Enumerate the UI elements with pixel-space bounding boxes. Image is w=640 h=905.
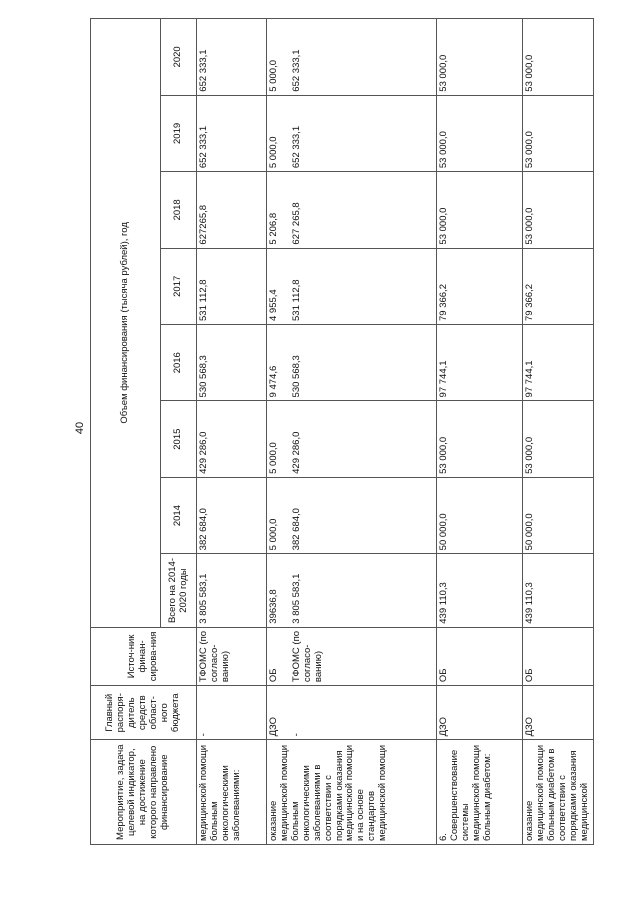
total-cell: 439 110,3 [437, 554, 523, 627]
activity-cell: оказание медицинской помощи больным онкологическими заболеваниями в соответствии с порядками оказания медицинской помощи и на основе стандартов медицинской помощи [267, 740, 437, 845]
header-year: 2016 [161, 325, 197, 401]
value-line: 9 474,6 [268, 365, 279, 398]
manager-line: ДЗО [268, 716, 279, 737]
manager-cell: - [197, 686, 267, 740]
total-cell: 439 110,3 [523, 554, 594, 627]
funding-table [90, 18, 594, 845]
header-year: 2019 [161, 95, 197, 171]
value-line: 652 333,1 [290, 125, 302, 169]
manager-line: - [290, 733, 302, 737]
header-year: 2020 [161, 19, 197, 96]
table-row [523, 19, 594, 845]
total-cell: 3 805 583,1 [197, 554, 267, 627]
year-value-cell: 53 000,0 [437, 19, 523, 96]
year-value-cell: 50 000,0 [523, 477, 594, 553]
value-line: 5 000,0 [268, 59, 279, 92]
year-value-cell: 530 568,3 [197, 325, 267, 401]
header-total: Всего на 2014-2020 годы [161, 554, 197, 627]
table-row [267, 19, 437, 845]
manager-cell: ДЗО [437, 686, 523, 740]
value-line: 5 000,0 [268, 136, 279, 169]
manager-cell [267, 686, 437, 740]
source-cell: ТФОМС (по согласо-ванию) [197, 627, 267, 685]
year-value-cell: 652 333,1 [197, 19, 267, 96]
activity-cell: 6. Совершенствование системы медицинской помощи больным диабетом: [437, 740, 523, 845]
value-line: 530 568,3 [290, 355, 302, 398]
year-value-cell [267, 325, 437, 401]
total-line: 39636,8 [268, 589, 279, 624]
year-value-cell [267, 172, 437, 248]
header-year: 2015 [161, 401, 197, 477]
header-funding-title: Объем финансирования (тысяча рублей), год [91, 19, 161, 628]
year-value-cell: 429 286,0 [197, 401, 267, 477]
source-cell: ОБ [523, 627, 594, 685]
year-value-cell: 53 000,0 [437, 172, 523, 248]
year-value-cell [267, 477, 437, 553]
table-row [197, 19, 267, 845]
value-line: 5 000,0 [268, 518, 279, 551]
header-year: 2018 [161, 172, 197, 248]
total-line: 3 805 583,1 [290, 573, 302, 624]
manager-cell: ДЗО [523, 686, 594, 740]
header-activity: Мероприятие, задача целевой индикатор, на достижение которого направлено финансирование [91, 740, 197, 845]
year-value-cell: 97 744,1 [437, 325, 523, 401]
header-manager: Главный распоря-дитель средств област-ного бюджета [91, 686, 197, 740]
year-value-cell: 79 366,2 [437, 248, 523, 324]
header-year: 2017 [161, 248, 197, 324]
year-value-cell: 627265,8 [197, 172, 267, 248]
rotated-page-content [90, 18, 590, 845]
value-line: 5 000,0 [268, 442, 279, 474]
source-line: ОБ [268, 668, 279, 683]
year-value-cell [267, 401, 437, 477]
year-value-cell [267, 248, 437, 324]
year-value-cell: 53 000,0 [523, 95, 594, 171]
source-cell [267, 627, 437, 685]
year-value-cell: 53 000,0 [437, 401, 523, 477]
value-line: 5 206,8 [268, 212, 279, 245]
value-line: 429 286,0 [290, 431, 302, 474]
activity-cell: медицинской помощи больным онкологическими заболеваниями: [197, 740, 267, 845]
year-value-cell: 531 112,8 [197, 248, 267, 324]
year-value-cell: 53 000,0 [523, 19, 594, 96]
value-line: 382 684,0 [290, 508, 302, 551]
table-row [437, 19, 523, 845]
source-cell: ОБ [437, 627, 523, 685]
year-value-cell: 79 366,2 [523, 248, 594, 324]
year-value-cell: 97 744,1 [523, 325, 594, 401]
year-value-cell: 53 000,0 [437, 95, 523, 171]
value-line: 531 112,8 [290, 279, 302, 321]
total-cell [267, 554, 437, 627]
year-value-cell: 50 000,0 [437, 477, 523, 553]
year-value-cell: 53 000,0 [523, 172, 594, 248]
value-line: 627 265,8 [290, 202, 302, 245]
header-source: Источ-ник финан-сирова-ния [91, 627, 197, 685]
value-line: 4 955,4 [268, 289, 279, 321]
year-value-cell: 53 000,0 [523, 401, 594, 477]
header-row-1 [91, 19, 161, 845]
year-value-cell: 652 333,1 [197, 95, 267, 171]
value-line: 652 333,1 [290, 49, 302, 92]
page-number: 40 [74, 421, 86, 435]
year-value-cell: 382 684,0 [197, 477, 267, 553]
year-value-cell [267, 19, 437, 96]
rotated-table-wrapper [90, 18, 590, 845]
activity-cell: оказание медицинской помощи больным диабетом в соответствии с порядками оказания медицинской [523, 740, 594, 845]
header-year: 2014 [161, 477, 197, 553]
year-value-cell [267, 95, 437, 171]
source-line: ТФОМС (по согласо-ванию) [290, 630, 324, 683]
